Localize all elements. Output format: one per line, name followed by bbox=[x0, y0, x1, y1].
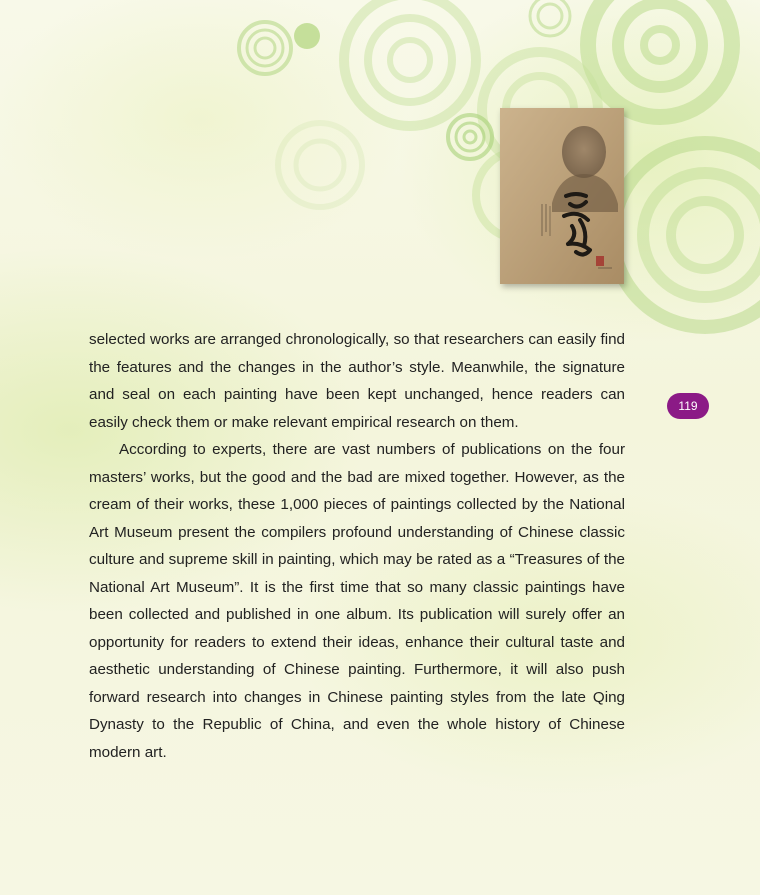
paragraph-2: According to experts, there are vast numbers of publications on the four masters’ works, but the good and the bad are mixed together. However, as the cream of their works, these 1,000 pieces of paintings collected by the National Art Museum present the compilers profound understanding of Chinese classic culture and supreme skill in painting, which may be rated as a “Treasures of the National Art Museum”. It is the first time that so many classic paintings have been collected and published in one album. Its publication will surely offer an opportunity for readers to extend their ideas, enhance their cultural taste and aesthetic understanding of Chinese painting. Furthermore, it will also push forward research into changes in Chinese painting styles from the late Qing Dynasty to the Republic of China, and even the whole history of Chinese modern art. bbox=[89, 441, 625, 761]
ring-group-tiny-top bbox=[530, 0, 570, 36]
ring-group-right bbox=[613, 143, 760, 327]
green-dot bbox=[294, 23, 320, 49]
ring-group-center-top bbox=[344, 0, 476, 126]
ring-group-small-mid bbox=[448, 115, 492, 159]
page-number-badge: 119 bbox=[667, 393, 709, 419]
book-cover-image bbox=[500, 108, 624, 284]
body-text bbox=[89, 326, 625, 766]
ring-group-top-right bbox=[588, 0, 732, 117]
paragraph-1: selected works are arranged chronologically, so that researchers can easily find the features and the changes in the author’s style. Meanwhile, the signature and seal on each painting have been kept unchanged, hence readers can easily check them or make relevant empirical research on them. bbox=[89, 331, 625, 431]
ring-group-small-left bbox=[239, 22, 291, 74]
ring-group-faint bbox=[278, 123, 362, 207]
book-cover-portrait-icon bbox=[500, 108, 624, 284]
